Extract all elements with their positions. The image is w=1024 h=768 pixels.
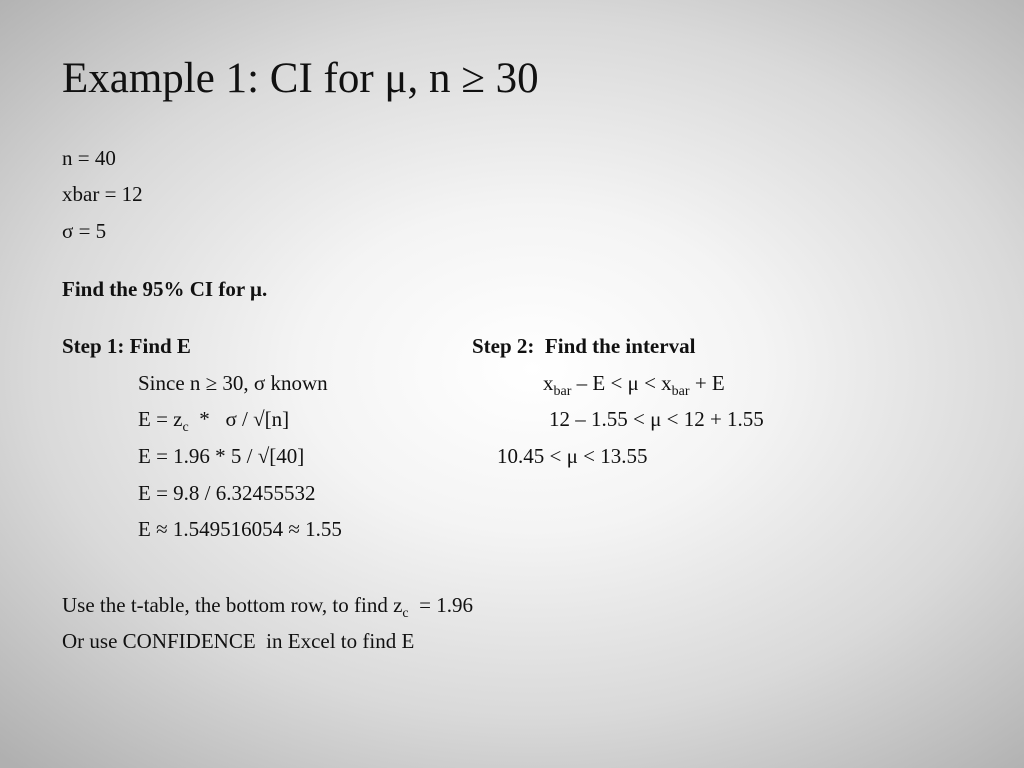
given-sigma: σ = 5 bbox=[62, 219, 107, 243]
given-xbar: xbar = 12 bbox=[62, 182, 143, 206]
step1-line-division: E = 9.8 / 6.32455532 bbox=[138, 481, 316, 505]
step2-line-substitution: 12 – 1.55 < μ < 12 + 1.55 bbox=[549, 407, 764, 431]
step1-line-formula bbox=[138, 405, 289, 433]
slide-title: Example 1: CI for μ, n ≥ 30 bbox=[62, 55, 539, 102]
step2-heading: Step 2: Find the interval bbox=[472, 334, 696, 358]
note-t-table bbox=[62, 591, 473, 619]
interval-end: + E bbox=[689, 371, 725, 395]
step1-line-substitution: E = 1.96 * 5 / √[40] bbox=[138, 444, 305, 468]
xbar-x-left: x bbox=[543, 371, 554, 395]
formula-prefix: E = z bbox=[138, 407, 183, 431]
given-n: n = 40 bbox=[62, 146, 116, 170]
subscript-bar-right: bar bbox=[671, 384, 690, 399]
step2-line-formula bbox=[543, 369, 725, 397]
note-suffix: = 1.96 bbox=[408, 593, 473, 617]
note-prefix: Use the t-table, the bottom row, to find z bbox=[62, 593, 403, 617]
formula-suffix: * σ / √[n] bbox=[188, 407, 290, 431]
step2-line-result: 10.45 < μ < 13.55 bbox=[497, 444, 648, 468]
subscript-c-note: c bbox=[402, 606, 409, 621]
interval-middle: – E < μ < x bbox=[571, 371, 672, 395]
step1-line-condition: Since n ≥ 30, σ known bbox=[138, 371, 328, 395]
subscript-c: c bbox=[182, 420, 189, 435]
note-excel: Or use CONFIDENCE in Excel to find E bbox=[62, 629, 415, 653]
step1-line-result: E ≈ 1.549516054 ≈ 1.55 bbox=[138, 517, 342, 541]
step1-heading: Step 1: Find E bbox=[62, 334, 191, 358]
subscript-bar-left: bar bbox=[553, 384, 572, 399]
task-statement: Find the 95% CI for μ. bbox=[62, 277, 268, 301]
